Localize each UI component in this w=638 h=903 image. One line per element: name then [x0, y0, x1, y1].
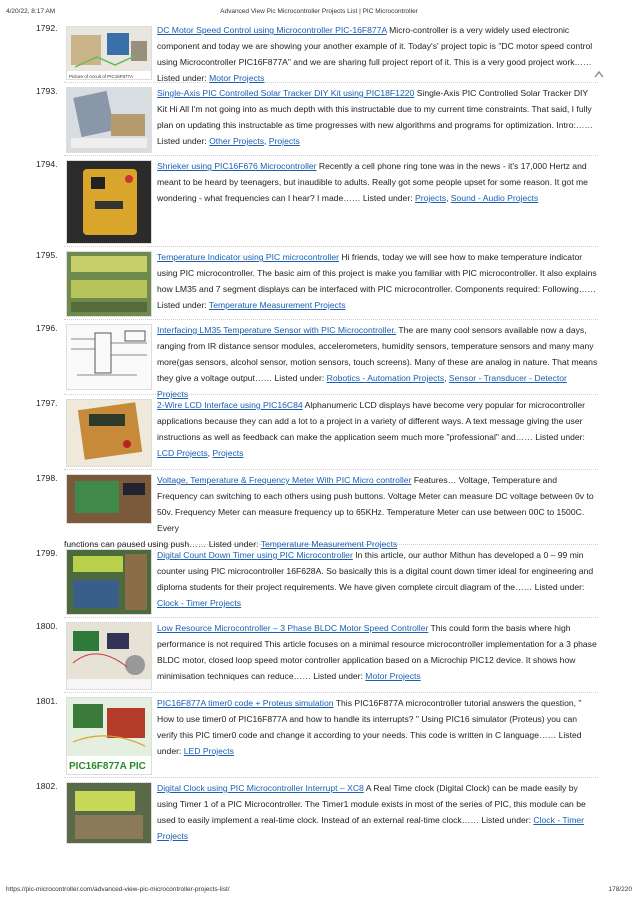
print-title: Advanced View Pic Microcontroller Projects List | PIC Microcontroller — [220, 8, 418, 15]
project-description: Features… Voltage, Temperature and Frequency can switching to each others using push buttons. Voltage Meter can measure DC voltage between 0v to 50v. Frequency Meter can measure frequency up to 65KHz. Temperature Meter can use between 00C to 1500C. Every — [157, 475, 594, 533]
project-title-link[interactable]: Digital Clock using PIC Microcontroller Interrupt – XC8 — [157, 783, 364, 793]
item-number: 1792. — [36, 23, 58, 33]
item-number: 1801. — [36, 696, 58, 706]
listed-under-label: Listed under: — [535, 432, 585, 442]
item-number: 1797. — [36, 398, 58, 408]
listed-under-label: Listed under: — [362, 193, 413, 203]
category-link[interactable]: LCD Projects — [157, 448, 208, 458]
category-link[interactable]: Temperature Measurement Projects — [208, 300, 346, 310]
list-item: 1796. Interfacing LM35 Temperature Sensor with PIC Microcontroller. The are many cool sensors available now a days, ranging from IR distance sensor modules, accelerometers, humidity sensors, temperature sensors and many many more(gas sensors, alcohol sensor, motion sensors, touch screens). Many of these are analog in nature. That means they give a voltage output…… Listed under: Robotics - Automation Projects, Sensor - Transducer - Detector Projects — [64, 320, 598, 395]
project-title-link[interactable]: 2-Wire LCD Interface using PIC16C84 — [157, 400, 303, 410]
project-title-link[interactable]: Shrieker using PIC16F676 Microcontroller — [157, 161, 317, 171]
project-title-link[interactable]: PIC16F877A timer0 code + Proteus simulation — [157, 698, 334, 708]
page-url: https://pic-microcontroller.com/advanced-view-pic-microcontroller-projects-list/ — [6, 886, 230, 893]
project-thumbnail[interactable] — [66, 324, 152, 390]
listed-under-label: Listed under: — [157, 136, 207, 146]
category-link[interactable]: Clock - Timer Projects — [157, 815, 585, 841]
list-item: 1794. Shrieker using PIC16F676 Microcontroller Recently a cell phone ring tone was in the news - it's 17,000 Hertz and meant to be heard by teenagers, but inaudible to adults. Really got some people upset for some reason. It got me wondering - what frequencies can I hear? I made…… Listed under: Projects, Sound - Audio Projects — [64, 156, 598, 247]
item-number: 1798. — [36, 473, 58, 483]
category-link[interactable]: Projects — [268, 136, 300, 146]
list-item — [36, 618, 598, 693]
item-number: 1793. — [36, 86, 58, 96]
list-item — [36, 693, 598, 778]
print-footer — [6, 886, 632, 896]
listed-under-label: Listed under: — [157, 300, 207, 310]
category-link[interactable]: LED Projects — [183, 746, 234, 756]
project-description: Micro-controller is a very widely used electronic component and today we are showing your another example of it. Today's' project topic is "DC motor speed control using Microcontroller PIC16F877A" and we are sharing full project report of it. This is a very good project work…… — [157, 25, 593, 67]
project-thumbnail[interactable] — [66, 782, 152, 844]
project-title-link[interactable]: Interfacing LM35 Temperature Sensor with PIC Microcontroller. — [157, 325, 397, 335]
list-item — [36, 545, 598, 618]
project-description: Alphanumeric LCD displays have become very popular for microcontroller applications because they can add a lot to a project in a variety of different ways. A text message giving the user instructions as well as feedback can make the application seem much more "professional" and…… — [157, 400, 585, 442]
page-number: 178/220 — [608, 886, 632, 893]
print-date: 4/20/22, 8:17 AM — [6, 8, 56, 15]
project-title-link[interactable]: Single-Axis PIC Controlled Solar Tracker DIY Kit using PIC18F1220 — [157, 88, 415, 98]
category-link[interactable]: Projects — [414, 193, 447, 203]
category-link[interactable]: Motor Projects — [365, 671, 421, 681]
category-link[interactable]: Robotics - Automation Projects — [326, 373, 445, 383]
project-description: Hi friends, today we will see how to make temperature indicator using PIC microcontroller. The basic aim of this project is make you familiar with PIC microcontroller. It also explains how LM35 and 7 segment displays can be interfaced with PIC microcontroller. Components required: Following…… — [157, 252, 597, 294]
list-item — [36, 20, 598, 83]
category-link[interactable]: Sound - Audio Projects — [450, 193, 539, 203]
project-title-link[interactable]: Digital Count Down Timer using PIC Microcontroller — [157, 550, 353, 560]
project-thumbnail[interactable] — [66, 251, 152, 317]
print-header — [6, 8, 632, 18]
project-description: This could form the basis where high performance is not required This article focuses on a minimal resource microcontroller implementation for a 3 phase BLDC motor, closed loop speed motor controller application based on a Microchip PIC12 device. It shows how minimisation techniques can reduce…… — [157, 623, 597, 681]
category-link[interactable]: Temperature Measurement Projects — [260, 539, 398, 549]
item-number: 1795. — [36, 250, 58, 260]
project-title-link[interactable]: Low Resource Microcontroller – 3 Phase BLDC Motor Speed Controller — [157, 623, 429, 633]
category-link[interactable]: Clock - Timer Projects — [157, 598, 242, 608]
category-link[interactable]: Projects — [212, 448, 244, 458]
listed-under-label: Listed under: — [481, 815, 531, 825]
project-title-link[interactable]: DC Motor Speed Control using Microcontroller PIC-16F877A — [157, 25, 387, 35]
item-number: 1796. — [36, 323, 58, 333]
item-number: 1799. — [36, 548, 58, 558]
project-thumbnail[interactable] — [66, 26, 152, 80]
project-thumbnail[interactable] — [66, 549, 152, 615]
item-number: 1800. — [36, 621, 58, 631]
list-item: 1793. Single-Axis PIC Controlled Solar Tracker DIY Kit using PIC18F1220 Single-Axis PIC Controlled Solar Tracker DIY Kit Hi All I'm not going into as much depth with this instructable due to my current time constraints. That said, I fully plan on updating this instructable as time progresses with new algorithms and programs for optimization. Intro:…… Listed under: Other Projects, Projects — [64, 83, 598, 156]
thumbnail-caption: PIC16F877A PIC — [69, 761, 146, 772]
project-thumbnail[interactable] — [66, 697, 152, 775]
project-description: The are many cool sensors available now a days, ranging from IR distance sensor modules, accelerometers, humidity sensors, temperature sensors and many many more(gas sensors, alcohol sensor, motion sensors, touch screens). Many of these are analog in nature. That means they give a voltage output…… — [157, 325, 598, 383]
item-number: 1802. — [36, 781, 58, 791]
list-item: 1797. 2-Wire LCD Interface using PIC16C84 Alphanumeric LCD displays have become very popular for microcontroller applications because they can add a lot to a project in a variety of different ways. A text message giving the user instructions as well as feedback can make the application seem much more "professional" and…… Listed under: LCD Projects, Projects — [64, 395, 598, 470]
listed-under-label: Listed under: — [157, 730, 582, 756]
category-link[interactable]: Sensor - Transducer - Detector Projects — [157, 373, 567, 399]
project-thumbnail[interactable] — [66, 160, 152, 244]
project-description: In this article, our author Mithun has developed a 0 – 99 min counter using PIC microcontroller 16F628A. So basically this is a digital count down timer ideal for engineering and diploma students for their project requirements. We have given complete circuit diagram of the…… — [157, 550, 594, 592]
project-thumbnail[interactable] — [66, 474, 152, 524]
project-list — [0, 20, 638, 844]
thumbnail-caption: Picture of circuit of PIC16F877A — [69, 74, 134, 79]
project-description: This PIC16F877A microcontroller tutorial answers the question, " How to use timer0 of PIC16F877A and how to handle its interrupts? " Using PIC16 simulator (Proteus) you can verify this PIC timer0 code and change it according to your needs. This code is written in C language…… — [157, 698, 582, 740]
project-thumbnail[interactable] — [66, 622, 152, 690]
listed-under-label: Listed under: — [208, 539, 259, 549]
listed-under-label: Listed under: — [313, 671, 363, 681]
list-item — [36, 470, 598, 549]
project-description: Single-Axis PIC Controlled Solar Tracker DIY Kit Hi All I'm not going into as much depth with this instructable due to my current time constraints. That said, I fully plan on updating this instructable as time progresses with new algorithms and programs for optimization. Intro:…… — [157, 88, 594, 130]
project-description: A Real Time clock (Digital Clock) can be made easily by using Timer 1 of a PIC Microcontroller. The Timer1 module exists in most of the series of PIC, this module can be used to easily implement a real-time clock. Instead of an external real-time clock…… — [157, 783, 586, 825]
project-thumbnail[interactable] — [66, 399, 152, 467]
project-title-link[interactable]: Temperature Indicator using PIC microcontroller — [157, 252, 339, 262]
category-link[interactable]: Other Projects — [209, 136, 265, 146]
listed-under-label: Listed under: — [534, 582, 585, 592]
project-title-link[interactable]: Voltage, Temperature & Frequency Meter With PIC Micro controller — [157, 475, 412, 485]
list-item — [36, 247, 598, 320]
listed-under-label: Listed under: — [274, 373, 325, 383]
item-number: 1794. — [36, 159, 58, 169]
project-description-tail: functions can paused using push…… — [64, 539, 207, 549]
project-description: Recently a cell phone ring tone was in the news - it's 17,000 Hertz and meant to be heard by teenagers, but inaudible to adults. Really got some people upset for some reason. It got me wondering - what frequencies can I hear? I made…… — [157, 161, 588, 203]
category-link[interactable]: Motor Projects — [209, 73, 265, 83]
listed-under-label: Listed under: — [157, 73, 207, 83]
list-item — [36, 778, 598, 844]
project-thumbnail[interactable] — [66, 87, 152, 153]
